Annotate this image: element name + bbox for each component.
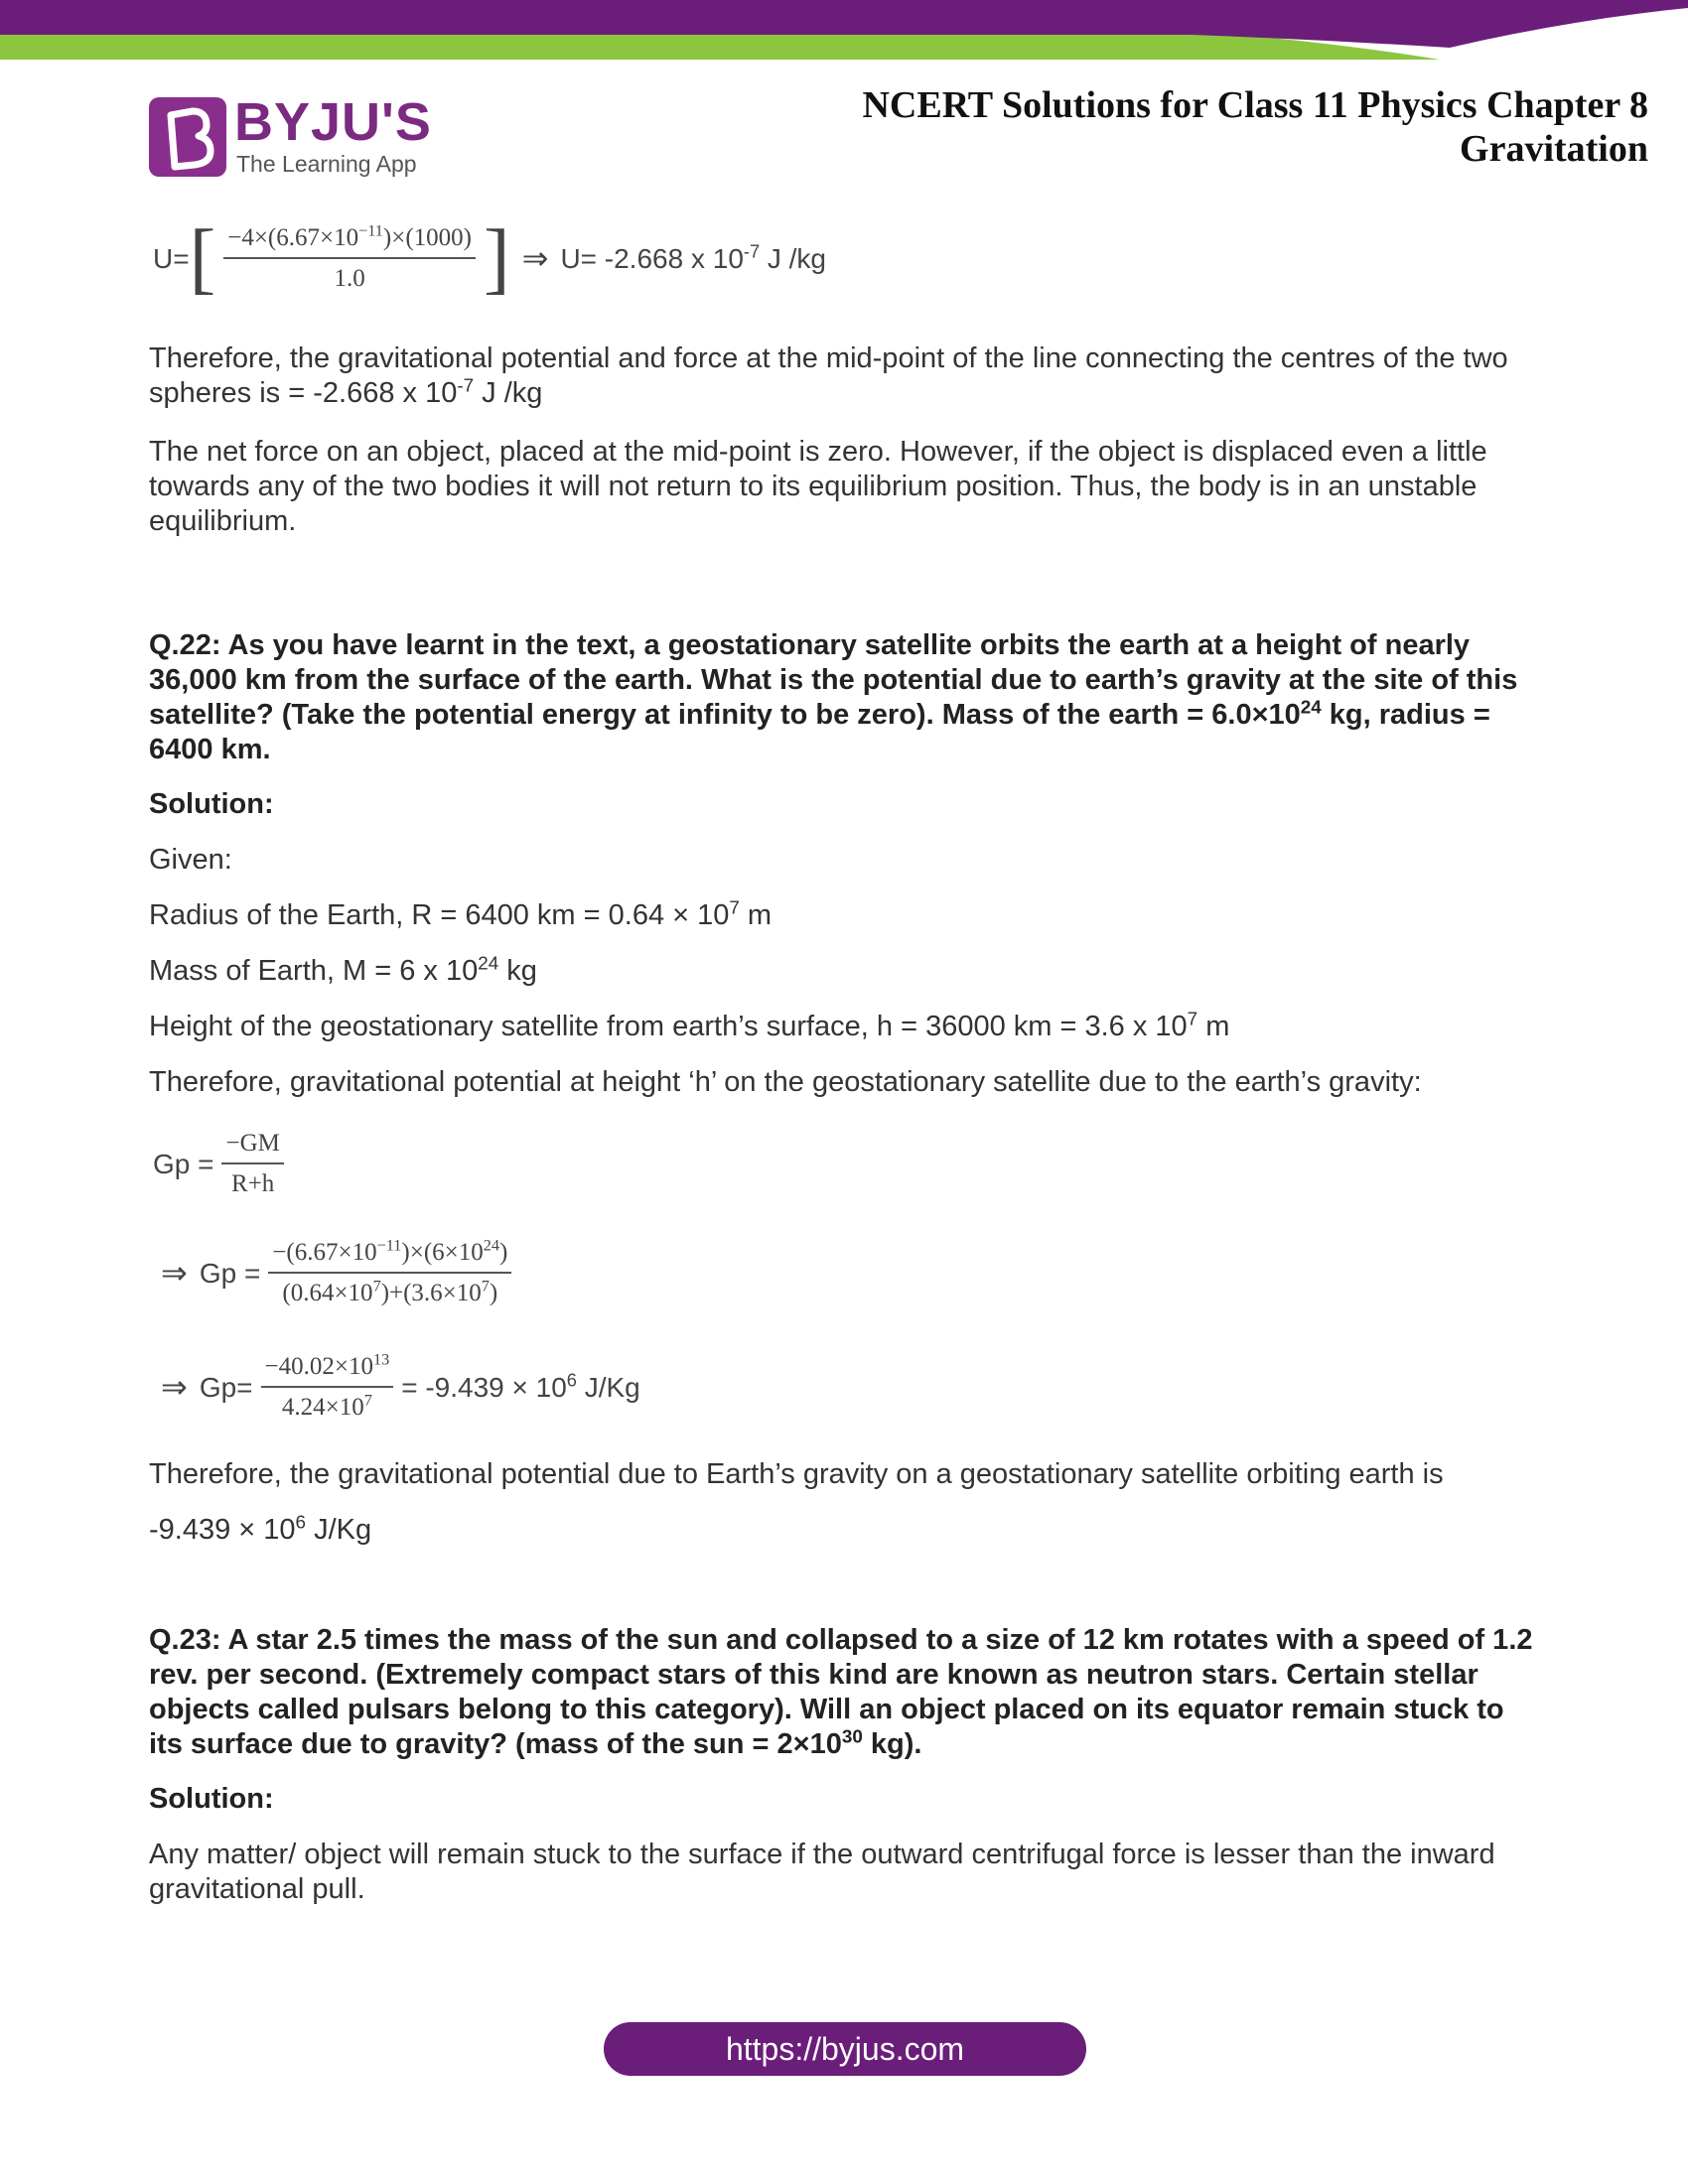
mass-exp: 24	[478, 952, 499, 974]
eq3-lhs: Gp =	[199, 1257, 261, 1289]
radius-exp: 7	[729, 896, 740, 918]
eq4-num: −40.02×10	[264, 1353, 373, 1380]
mass-unit: kg	[498, 955, 537, 987]
eq4-result-pre: = -9.439 × 10	[401, 1371, 567, 1403]
eq2-denominator: R+h	[231, 1170, 275, 1197]
q23-tail: kg).	[862, 1728, 922, 1760]
solution-heading-2: Solution:	[149, 1783, 274, 1815]
eq3-num-a: −(6.67×10	[272, 1239, 377, 1266]
q23-exp: 30	[841, 1725, 863, 1747]
p1-exp: -7	[457, 374, 475, 396]
eq3-num-c: )	[499, 1239, 508, 1266]
eq4-result-post: J/Kg	[576, 1371, 640, 1403]
p1-text: Therefore, the gravitational potential and force at the mid-point of the line connecting the centres of the two spheres is = -2.668 x 10	[149, 342, 1508, 409]
left-bracket: [	[189, 214, 216, 302]
eq3-num-b: )×(6×10	[401, 1239, 484, 1266]
equation-gp-result	[153, 1332, 1539, 1441]
footer-url-link[interactable]: https://byjus.com	[604, 2022, 1086, 2076]
equation-gp-substitution	[153, 1213, 1539, 1332]
eq3-den-exp1: 7	[372, 1277, 381, 1296]
header-color-band	[0, 0, 1688, 60]
solution-heading: Solution:	[149, 788, 274, 820]
question-22	[149, 628, 1539, 767]
mass-line	[149, 954, 1539, 989]
eq1-num-exp: −11	[358, 221, 383, 240]
q22-tail: kg, radius = 6400 km.	[149, 699, 1490, 765]
eq3-den-a: (0.64×10	[282, 1280, 373, 1306]
implies-arrow-icon: ⇒	[161, 1254, 188, 1291]
eq3-den-b: )+(3.6×10	[380, 1280, 482, 1306]
radius-unit: m	[739, 899, 773, 931]
brand-name: BYJU'S	[234, 92, 432, 152]
eq1-lhs: U=	[153, 242, 190, 274]
mass-text: Mass of Earth, M = 6 x 10	[149, 955, 479, 987]
implies-arrow-icon: ⇒	[161, 1368, 188, 1405]
eq1-result-post: J /kg	[760, 242, 826, 274]
height-exp: 7	[1187, 1008, 1198, 1029]
eq3-den-exp2: 7	[481, 1277, 490, 1296]
conclusion-val-unit: J/Kg	[306, 1514, 372, 1546]
eq3-fraction	[268, 1235, 511, 1310]
implies-arrow-icon: ⇒	[521, 239, 549, 276]
eq3-den-c: )	[489, 1280, 498, 1306]
equation-u	[153, 199, 1539, 318]
document-title	[755, 83, 1648, 171]
height-unit: m	[1197, 1011, 1230, 1042]
page-content	[149, 199, 1539, 1907]
eq3-num-exp1: −11	[376, 1236, 402, 1255]
conclusion-value	[149, 1513, 1539, 1548]
given-label: Given:	[149, 844, 232, 876]
eq4-den-exp: 7	[363, 1391, 372, 1410]
radius-text: Radius of the Earth, R = 6400 km = 0.64 × 10	[149, 899, 730, 931]
paragraph-midpoint-potential	[149, 341, 1539, 411]
brand-tagline: The Learning App	[236, 151, 417, 177]
radius-line	[149, 898, 1539, 933]
q22-text: Q.22: As you have learnt in the text, a geostationary satellite orbits the earth at a height of nearly 36,000 km from the surface of the earth. What is the potential due to earth’s gravity at the site of this satellite? (Take the potential energy at infinity to be zero). Mass of the earth = 6.0×10	[149, 629, 1518, 731]
q22-exp: 24	[1300, 696, 1322, 718]
eq4-lhs: Gp=	[199, 1371, 253, 1403]
eq2-lhs: Gp =	[153, 1148, 214, 1179]
eq1-num-tail: )×(1000)	[382, 224, 472, 251]
eq4-fraction	[261, 1349, 394, 1425]
eq2-numerator: −GM	[221, 1126, 283, 1164]
eq4-num-exp: 13	[372, 1350, 390, 1369]
conclusion-val-exp: 6	[295, 1511, 307, 1533]
eq1-fraction	[223, 220, 476, 296]
conclusion-val-text: -9.439 × 10	[149, 1514, 296, 1546]
height-line	[149, 1010, 1539, 1044]
eq2-fraction	[221, 1126, 283, 1201]
q23-answer: Any matter/ object will remain stuck to the surface if the outward centrifugal force is lesser than the inward gravitational pull.	[149, 1839, 1495, 1905]
title-line-1: NCERT Solutions for Class 11 Physics Chapter 8	[862, 84, 1648, 126]
eq4-den: 4.24×10	[281, 1394, 364, 1421]
eq1-result-pre: U= -2.668 x 10	[560, 242, 744, 274]
byjus-logo-mark	[149, 97, 226, 177]
eq1-result-exp: -7	[743, 241, 761, 262]
conclusion-line: Therefore, the gravitational potential due to Earth’s gravity on a geostationary satellite orbiting earth is	[149, 1458, 1444, 1490]
right-bracket: ]	[483, 214, 510, 302]
eq1-result	[560, 241, 826, 276]
title-line-2: Gravitation	[1460, 128, 1648, 170]
eq1-denominator: 1.0	[334, 265, 365, 292]
eq4-result-exp: 6	[566, 1370, 577, 1391]
eq3-num-exp2: 24	[483, 1236, 499, 1255]
eq1-numerator: −4×(6.67×10	[227, 224, 359, 251]
equation-gp-formula	[153, 1114, 1539, 1213]
height-text: Height of the geostationary satellite from earth’s surface, h = 36000 km = 3.6 x 10	[149, 1011, 1188, 1042]
q23-text: Q.23: A star 2.5 times the mass of the sun and collapsed to a size of 12 km rotates with a speed of 1.2 rev. per second. (Extremely compact stars of this kind are known as neutron stars. Certain stellar objects called pulsars belong to this category). Will an object placed on its equator remain stuck to its surface due to gravity? (mass of the sun = 2×10	[149, 1624, 1533, 1760]
therefore-gp-line: Therefore, gravitational potential at height ‘h’ on the geostationary satellite due to the earth’s gravity:	[149, 1066, 1422, 1098]
p1-unit: J /kg	[474, 377, 543, 409]
question-23	[149, 1623, 1539, 1762]
paragraph-equilibrium: The net force on an object, placed at the mid-point is zero. However, if the object is displaced even a little towards any of the two bodies it will not return to its equilibrium position. Thus, the body is in an unstable equilibrium.	[149, 436, 1487, 537]
eq4-result	[401, 1370, 640, 1405]
